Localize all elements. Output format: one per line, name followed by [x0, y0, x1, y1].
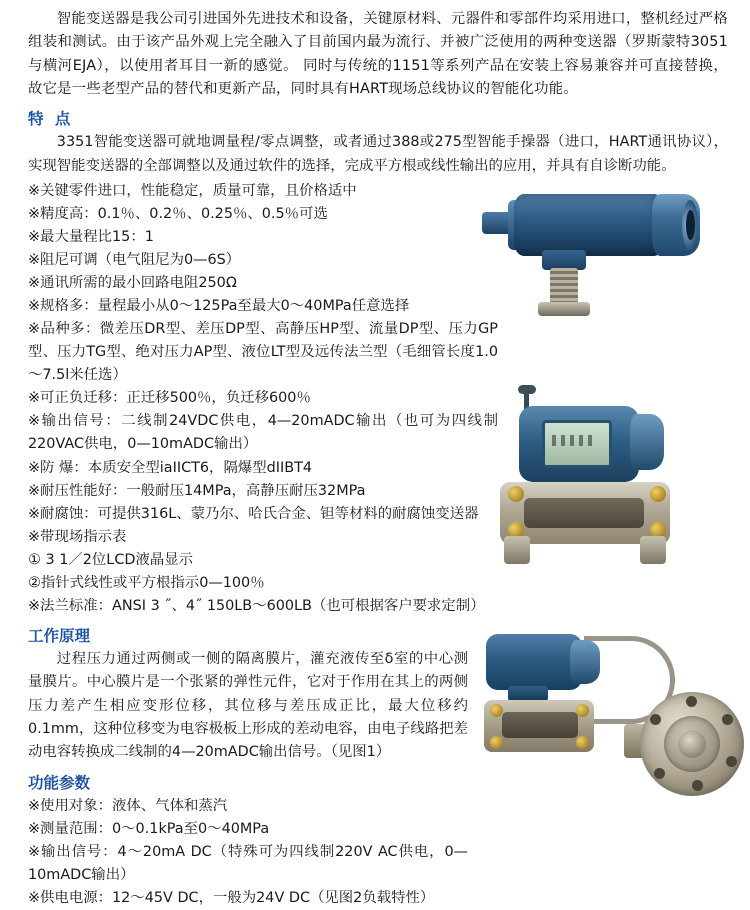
list-item: ※最大量程比15：1	[28, 229, 154, 246]
housing-end-cap	[630, 414, 664, 470]
flange-bolt	[490, 736, 503, 749]
list-item: ※可正负迁移：正迁移500％，负迁移600％	[28, 390, 311, 407]
sensor-body	[524, 498, 644, 528]
parameters-bullet-list	[28, 795, 468, 910]
features-bullet-list	[28, 180, 498, 618]
transmitter-housing	[519, 406, 639, 482]
flange-bolt-hole	[722, 714, 733, 725]
housing-end-cap	[652, 194, 700, 256]
end-cap-ring	[682, 200, 698, 250]
sensor-body	[502, 712, 578, 738]
flange-bolt	[490, 704, 503, 717]
flange-bolt	[508, 486, 524, 502]
flange-bolt	[650, 486, 666, 502]
list-item: ※供电电源：12～45V DC，一般为24V DC（见图2负载特性）	[28, 889, 435, 906]
capillary-tube	[584, 636, 675, 724]
flange-bolt-hole	[726, 756, 737, 767]
diaphragm	[678, 730, 706, 758]
antenna-cap	[518, 385, 536, 394]
section-title-features: 特 点	[28, 110, 74, 129]
list-item: ※输出信号：二线制24VDC供电，4—20mADC输出（也可为四线制220VAC供电，0—10mADC输出）	[28, 413, 498, 453]
list-item: ※防 爆：本质安全型iaIICT6，隔爆型dIIBT4	[28, 459, 313, 476]
lcd-differential-pressure-transmitter-photo	[464, 390, 739, 580]
housing-boss	[508, 200, 526, 250]
list-item: ※关键零件进口，性能稳定，质量可靠，且价格适中	[28, 182, 357, 199]
list-item: ※阻尼可调（电气阻尼为0—6S）	[28, 252, 241, 269]
flange-inner-ring	[664, 716, 720, 772]
sensor-base	[484, 700, 594, 752]
sensor-base	[500, 482, 670, 544]
list-item: ※耐腐蚀：可提供316L、蒙乃尔、哈氏合金、钽等材料的耐腐蚀变送器	[28, 505, 479, 522]
flange-neck	[624, 724, 648, 758]
flange-bolt	[576, 736, 589, 749]
flange-bolt	[576, 704, 589, 717]
list-item: ※规格多：量程最小从0～125Pa至最大0～40MPa任意选择	[28, 298, 410, 315]
list-item: ※精度高：0.1％、0.2％、0.25％、0.5％可选	[28, 206, 328, 223]
list-item: ※输出信号：4～20mA DC（特殊可为四线制220V AC供电，0—10mADC输出）	[28, 843, 468, 883]
antenna-rod	[524, 390, 529, 410]
lcd-display	[542, 420, 612, 468]
process-connection-right	[640, 536, 666, 564]
list-item: ※通讯所需的最小回路电阻250Ω	[28, 275, 237, 292]
housing-neck	[508, 686, 548, 702]
list-item: ※测量范围：0～0.1kPa至0～40MPa	[28, 820, 270, 837]
flange-bolt	[650, 522, 666, 538]
list-item: ※耐压性能好：一般耐压14MPa，高静压耐压32MPa	[28, 482, 366, 499]
list-item: ① 3 1／2位LCD液晶显示	[28, 551, 194, 568]
list-item: ②指针式线性或平方根指示0—100％	[28, 574, 265, 591]
principle-paragraph: 过程压力通过两侧或一侧的隔离膜片，灌充液传至δ室的中心测量膜片。中心膜片是一个张紧的弹性元件，它对于作用在其上的两侧压力差产生相应变形位移，其位移与差压成正比，最大位移约0.1mm，这种位移变为电容极板上形成的差动电容，由电子线路把差动电容转换成二线制的4—20mADC输出信号。（见图1）	[28, 650, 468, 761]
flange-bolt-hole	[686, 696, 697, 707]
threaded-stem	[550, 268, 578, 304]
housing-end-cap	[570, 640, 600, 684]
process-neck	[542, 250, 586, 270]
section-title-principle: 工作原理	[28, 626, 91, 645]
blue-pressure-transmitter-photo	[476, 190, 726, 330]
process-connection-left	[504, 536, 530, 564]
intro-paragraph: 智能变送器是我公司引进国外先进技术和设备，关键原材料、元器件和零部件均采用进口，整机经过严格组装和测试。由于该产品外观上完全融入了目前国内最为流行、并被广泛使用的两种变送器（罗斯蒙特3051与横河EJA），以使用者耳目一新的感觉。 同时与传统的1151等系列产品在安装上容易兼容并可直接替换，故它是一些老型产品的替代和更新产品，同时具有HART现场总线协议的智能化功能。	[28, 11, 728, 97]
list-item: ※法兰标准：ANSI 3 ˝、4˝ 150LB～600LB（也可根据客户要求定制）	[28, 597, 485, 614]
list-item: ※使用对象：液体、气体和蒸汽	[28, 797, 228, 814]
list-item: ※品种多：微差压DR型、差压DP型、高静压HP型、流量DP型、压力GP型、压力TG型、绝对压力AP型、液位LT型及远传法兰型（毛细管长度1.0～7.5l米任选）	[28, 321, 498, 384]
section-title-parameters: 功能参数	[28, 773, 91, 792]
features-paragraph: 3351智能变送器可就地调量程/零点调整，或者通过388或275型智能手操器（进口，HART通讯协议），实现智能变送器的全部调整以及通过软件的选择，完成平方根或线性输出的应用，并具有自诊断功能。	[28, 134, 728, 174]
transmitter-housing	[514, 194, 664, 256]
flange-bolt	[508, 522, 524, 538]
end-cap-bore	[686, 210, 695, 240]
list-item: ※带现场指示表	[28, 528, 127, 545]
flange-bolt-hole	[650, 714, 661, 725]
process-connection	[538, 302, 590, 316]
